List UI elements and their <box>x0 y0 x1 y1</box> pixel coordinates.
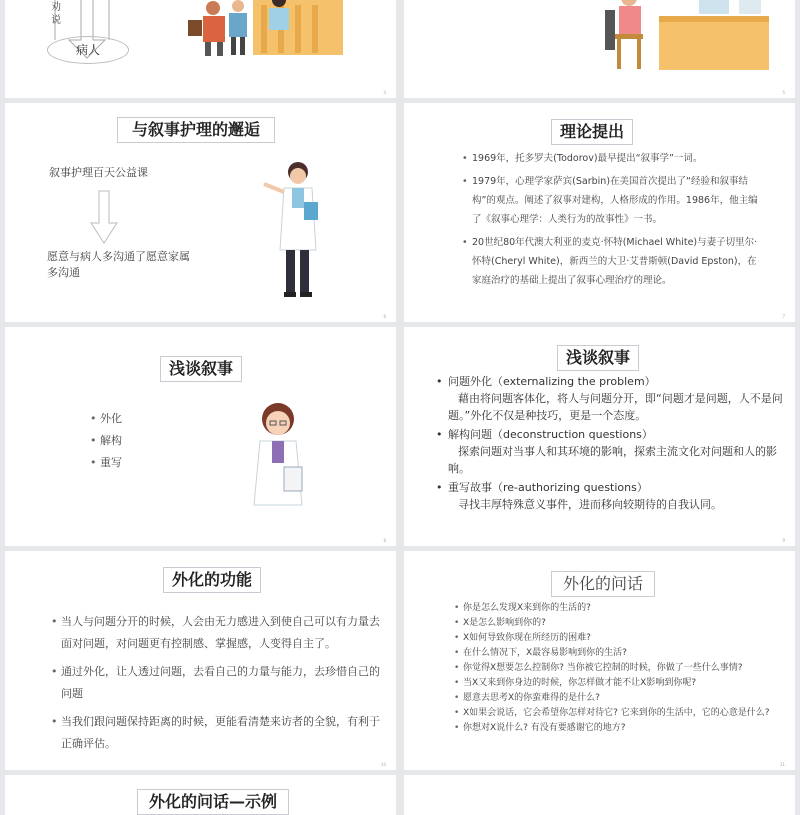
page-number: 11 <box>779 762 785 767</box>
page-number: 10 <box>380 762 386 767</box>
question-item: • 在什么情况下，X最容易影响到你的生活? <box>454 646 774 661</box>
slide-title: 外化的问话 <box>551 571 655 597</box>
function-bullets <box>51 611 389 759</box>
bullet-item: • 当我们跟问题保持距离的时候，更能看清楚来访者的全貌，有利于正确评估。 <box>51 711 389 755</box>
course-line: 叙事护理百天公益课 <box>49 166 148 179</box>
question-item: • 你想对X说什么? 有没有要感谢它的地方? <box>454 721 774 736</box>
slide-6 <box>404 327 795 546</box>
bullet-item: • 当人与问题分开的时候，人会由无力感进入到使自己可以有力量去面对问题，对问题更有控制感、掌握感，人变得自主了。 <box>51 611 389 655</box>
slide-5 <box>5 327 396 546</box>
slide-title: 理论提出 <box>551 119 633 145</box>
section-desc: 寻找丰厚特殊意义事件，进而移向较期待的自我认同。 <box>458 498 722 511</box>
nurse-family-illustration <box>183 0 343 60</box>
bullet-item: • 通过外化，让人透过问题，去看自己的力量与能力，去珍惜自己的问题 <box>51 661 389 705</box>
slide-4 <box>404 103 795 322</box>
page-number: 7 <box>782 314 785 319</box>
section-heading: • 问题外化（externalizing the problem） <box>436 375 656 388</box>
slide-title: 浅谈叙事 <box>557 345 639 371</box>
page-number: 6 <box>383 314 386 319</box>
page-number: 5 <box>782 90 785 95</box>
page-number: 4 <box>383 90 386 95</box>
slide-1 <box>5 0 396 98</box>
question-item: • 你觉得X想要怎么控制你? 当你被它控制的时候，你做了一些什么事情? <box>454 661 774 676</box>
question-item: • 你是怎么发现X来到你的生活的? <box>454 601 774 616</box>
bullet-item: • 20世纪80年代澳大利亚的麦克·怀特(Michael White)与妻子切里尔·怀特(Cheryl White)，新西兰的大卫·艾普斯顿(David Epston)，在家庭治疗的基础上提出了叙事心理治疗的理论。 <box>462 233 762 290</box>
nurse-with-clipboard-illustration <box>250 399 310 511</box>
bullet-item: • 1979年，心理学家萨宾(Sarbin)在美国首次提出了“经验和叙事结构”的观点。阐述了叙事对建构，人格形成的作用。1986年，他主编了《叙事心理学：人类行为的故事性》一书。 <box>462 172 762 229</box>
theory-bullets <box>462 149 762 294</box>
slide-title: 与叙事护理的邂逅 <box>117 117 275 143</box>
heading-text: 解构问题（deconstruction questions） <box>448 428 653 441</box>
slide-10 <box>404 775 795 815</box>
slide-title: 外化的功能 <box>163 567 261 593</box>
slide-title: 浅谈叙事 <box>160 356 242 382</box>
question-item: • 愿意去思考X的你蛮难得的是什么? <box>454 691 774 706</box>
page-number: 8 <box>383 538 386 543</box>
result-line: 愿意与病人多沟通了愿意家属多沟通 <box>47 250 190 279</box>
down-arrow <box>89 189 119 245</box>
narrative-content <box>436 373 784 513</box>
question-item: • 当X又来到你身边的时候，你怎样做才能不让X影响到你呢? <box>454 676 774 691</box>
patient-label: 病人 <box>75 43 100 57</box>
slide-8 <box>404 551 795 770</box>
question-item: • X如果会说话，它会希望你怎样对待它? 它来到你的生活中，它的心意是什么? <box>454 708 774 719</box>
slide-2 <box>404 0 795 98</box>
page-number: 9 <box>782 538 785 543</box>
slide-title: 外化的问话—示例 <box>137 789 289 815</box>
patient-ellipse <box>47 36 129 64</box>
list-item: • 外化 <box>90 408 122 430</box>
question-item: • X是怎么影响到你的? <box>454 616 774 631</box>
vertical-text: 劝说 <box>51 2 61 26</box>
question-item: • X如何导致你现在所经历的困难? <box>454 631 774 646</box>
section-desc: 藉由将问题客体化，将人与问题分开，即“问题才是问题，人不是问题。”外化不仅是种技巧，更是一个态度。 <box>448 392 783 422</box>
heading-text: 问题外化（externalizing the problem） <box>448 375 656 388</box>
pharmacy-counter-illustration <box>599 0 779 75</box>
slide-7 <box>5 551 396 770</box>
nurse-holding-folder-illustration <box>260 158 330 303</box>
list-item: • 重写 <box>90 452 122 474</box>
section-heading: • 解构问题（deconstruction questions） <box>436 428 653 441</box>
heading-text: 重写故事（re-authorizing questions） <box>448 481 648 494</box>
section-desc: 探索问题对当事人和其环境的影响，探索主流文化对问题和人的影响。 <box>448 445 777 475</box>
externalizing-questions <box>454 601 774 736</box>
list-item: • 解构 <box>90 430 122 452</box>
section-heading: • 重写故事（re-authorizing questions） <box>436 481 648 494</box>
slide-9 <box>5 775 396 815</box>
bullet-item: • 1969年，托多罗夫(Todorov)最早提出“叙事学”一词。 <box>462 149 762 168</box>
slide-3 <box>5 103 396 322</box>
topic-list <box>90 408 122 474</box>
